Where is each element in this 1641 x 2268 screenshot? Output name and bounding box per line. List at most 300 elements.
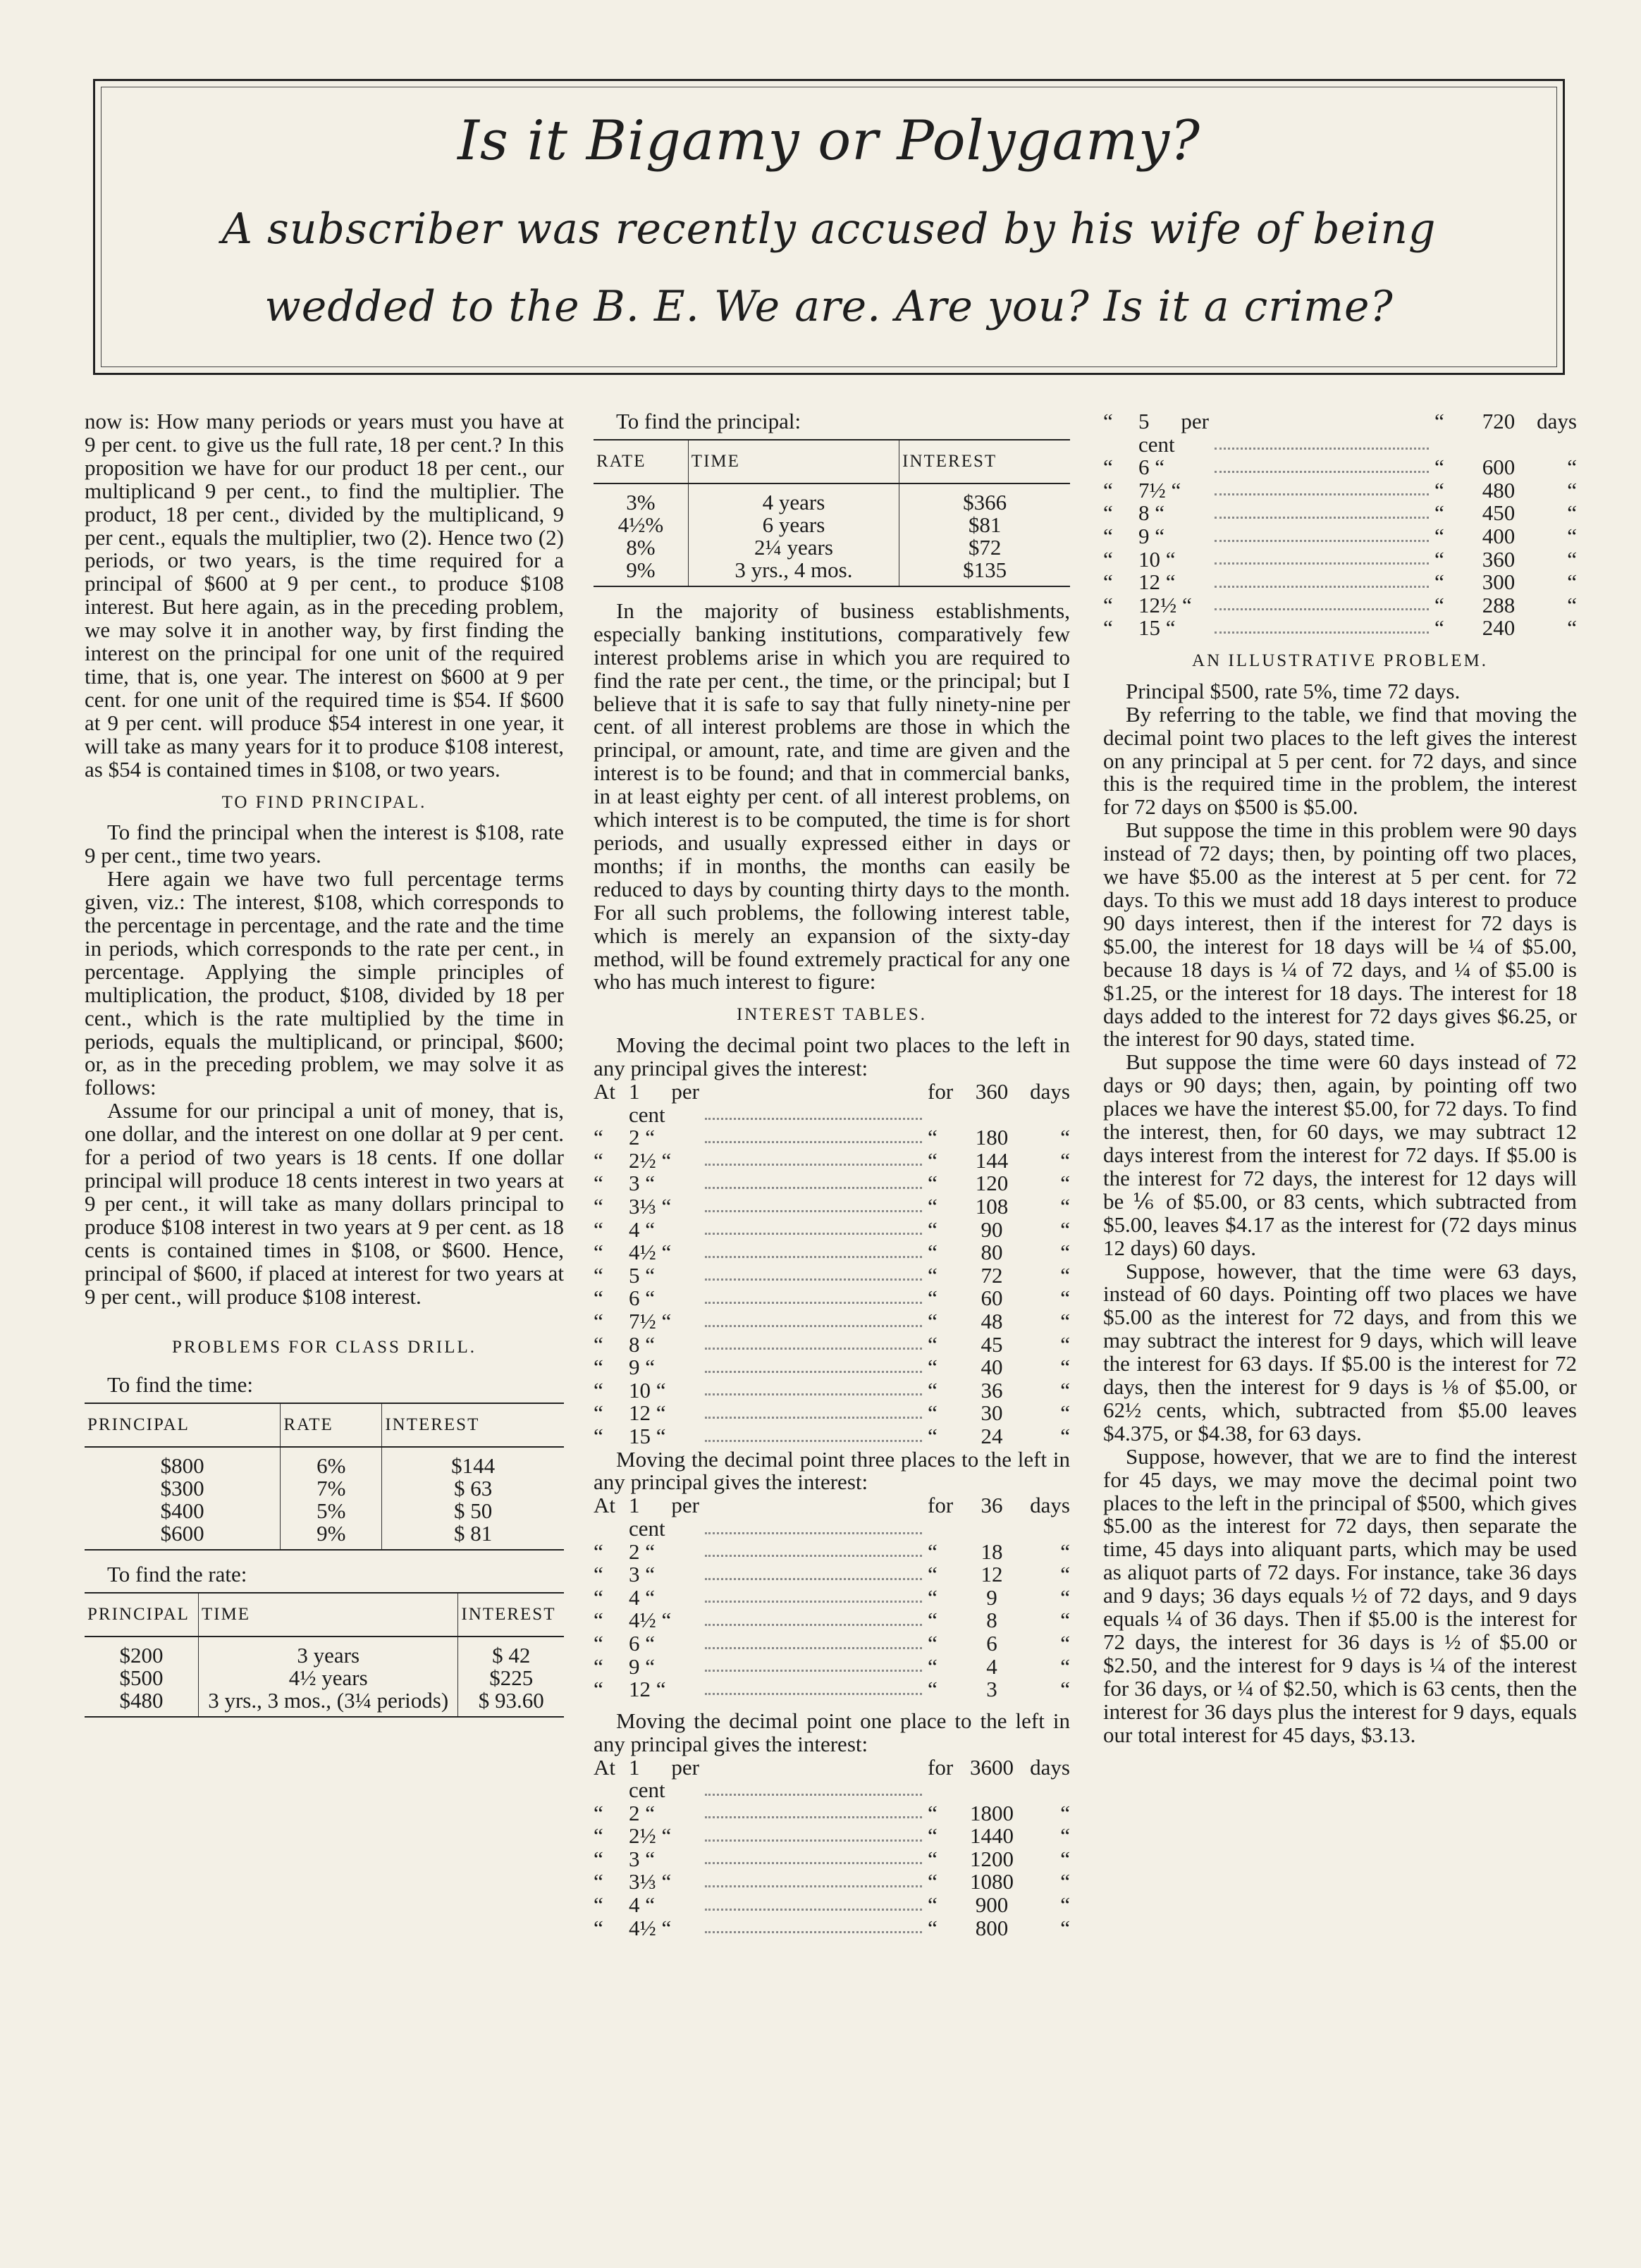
- cell: 400: [1482, 523, 1516, 548]
- cell: “: [928, 1562, 938, 1587]
- time-table: [85, 1403, 564, 1551]
- dot-leader: [1215, 456, 1429, 473]
- column-header: PRINCIPAL: [85, 1403, 281, 1447]
- cell: “: [1060, 1262, 1070, 1288]
- table-row: [594, 1333, 1070, 1357]
- cell: “: [1060, 1423, 1070, 1448]
- dot-leader: [705, 1287, 922, 1304]
- table-row: [1103, 479, 1577, 503]
- cell: “: [928, 1584, 938, 1610]
- cell: “: [594, 1677, 603, 1702]
- cell: “: [594, 1331, 603, 1357]
- cell: 15 “: [1138, 615, 1176, 641]
- cell: “: [1434, 409, 1444, 433]
- cell: “: [1060, 1892, 1070, 1918]
- cell: “: [928, 1171, 938, 1196]
- cell: “: [928, 1194, 938, 1219]
- cell: “: [1567, 500, 1577, 526]
- cell: “: [594, 1846, 603, 1871]
- table-row: [594, 1802, 1070, 1825]
- dot-leader: [705, 1563, 922, 1580]
- cell: “: [1567, 592, 1577, 617]
- cell: “: [594, 1377, 603, 1403]
- cell: “: [1060, 1677, 1070, 1702]
- paragraph: Suppose, however, that the time were 63 days, instead of 60 days. Pointing off two places we have $5.00 as the interest for 72 days, and from this we may subtract the interest for 9 days, which will leave the interest for 63 days. If $5.00 is the interest for 72 days, then the interest for 9 days is ⅛ of $5.00, or 62½ cents, which, subtracted from $5.00 leaves $4.375, or $4.38, for 63 days.: [1103, 1258, 1577, 1446]
- cell: 6: [986, 1630, 997, 1656]
- cell: “: [928, 1377, 938, 1403]
- cell: “: [1060, 1125, 1070, 1150]
- cell: “: [1060, 1331, 1070, 1357]
- cell: “: [1060, 1308, 1070, 1333]
- table-row: [594, 1287, 1070, 1310]
- cell: 288: [1482, 592, 1516, 617]
- cell: 3 yrs., 4 mos.: [688, 559, 899, 586]
- table-row: [594, 1563, 1070, 1586]
- cell: 120: [975, 1171, 1009, 1196]
- dot-leader: [705, 1172, 922, 1189]
- dot-leader: [705, 1080, 922, 1120]
- cell: “: [594, 1125, 603, 1150]
- cell: 144: [975, 1147, 1009, 1173]
- cell: “: [928, 1800, 938, 1825]
- cell: “: [594, 1823, 603, 1849]
- table-row: [594, 1080, 1070, 1126]
- cell: $800: [160, 1453, 204, 1479]
- cell: At: [594, 1079, 615, 1104]
- cell: “: [1060, 1584, 1070, 1610]
- cell: 6 years: [688, 514, 899, 536]
- cell: “: [1434, 592, 1444, 617]
- dot-leader: [705, 1264, 922, 1281]
- cell: “: [928, 1823, 938, 1849]
- cell: 12 “: [629, 1677, 666, 1702]
- table-row: [85, 1447, 564, 1477]
- dot-leader: [705, 1333, 922, 1350]
- cell: 8 “: [629, 1331, 656, 1357]
- cell: “: [928, 1423, 938, 1448]
- cell: days: [1030, 1079, 1070, 1104]
- dot-leader: [705, 1356, 922, 1373]
- dot-leader: [705, 1126, 922, 1143]
- column-header: INTEREST: [382, 1403, 564, 1447]
- dot-leader: [1215, 594, 1429, 611]
- cell: “: [1103, 455, 1113, 480]
- table-row: [594, 559, 1070, 586]
- cell: 9%: [281, 1522, 382, 1550]
- cell: 4 “: [629, 1892, 656, 1918]
- column-header: RATE: [281, 1403, 382, 1447]
- cell: 60: [981, 1286, 1003, 1311]
- cell: “: [594, 1400, 603, 1426]
- cell: $500: [119, 1665, 164, 1691]
- cell: 1440: [970, 1823, 1014, 1849]
- paragraph: Principal $500, rate 5%, time 72 days.: [1126, 678, 1461, 703]
- cell: 240: [1482, 615, 1516, 641]
- cell: “: [594, 1915, 603, 1940]
- cell: “: [1103, 546, 1113, 572]
- table-row: [594, 1216, 1070, 1242]
- cell: “: [928, 1653, 938, 1679]
- cell: 180: [975, 1125, 1009, 1150]
- cell: “: [1567, 455, 1577, 480]
- table-row: [594, 1402, 1070, 1425]
- dot-leader: [705, 1825, 922, 1842]
- table-label: To find the principal:: [616, 409, 801, 433]
- cell: $81: [899, 514, 1070, 536]
- cell: “: [594, 1355, 603, 1380]
- cell: 48: [981, 1308, 1003, 1333]
- table-row: [594, 483, 1070, 514]
- cell: 7½ “: [629, 1308, 672, 1333]
- cell: “: [928, 1608, 938, 1633]
- cell: “: [1060, 1377, 1070, 1403]
- cell: “: [1060, 1653, 1070, 1679]
- cell: 6 “: [629, 1286, 656, 1311]
- dot-leader: [705, 1848, 922, 1865]
- paragraph: Suppose, however, that we are to find the interest for 45 days, we may move the decimal point two places to the left in the principal of $500, which gives $5.00 as the interest for 72 days, then separate the time, 45 days into aliquant parts, which may be used as aliquot parts of 72 days. For instance, take 36 days and 9 days; 36 days equals ½ of 72 days, and 9 days equals ¼ of 36 days. Then if $5.00 is the interest for 72 days, the interest for 36 days is ½ of $5.00 or $2.50, and the interest for 9 days is ¼ of the interest for 36 days, or ¼ of $2.50, which is 63 cents, then the interest for 36 days plus the interest for 9 days, equals our total interest for 45 days, $3.13.: [1103, 1443, 1577, 1747]
- cell: 360: [975, 1079, 1009, 1104]
- cell: $300: [160, 1476, 204, 1501]
- cell: $366: [899, 483, 1070, 514]
- table-row: [594, 1241, 1070, 1264]
- cell: “: [1060, 1562, 1070, 1587]
- cell: 1200: [970, 1846, 1014, 1871]
- cell: 3: [986, 1677, 997, 1702]
- cell: “: [928, 1630, 938, 1656]
- cell: 1 per cent: [629, 1754, 699, 1803]
- table-row: [594, 1172, 1070, 1195]
- cell: “: [928, 1331, 938, 1357]
- table-row: [85, 1522, 564, 1550]
- banner-headline: Is it Bigamy or Polygamy?: [457, 109, 1200, 173]
- dot-leader: [705, 1195, 922, 1212]
- cell: “: [928, 1240, 938, 1265]
- cell: $ 42: [458, 1637, 564, 1667]
- cell: 2 “: [629, 1125, 656, 1150]
- cell: “: [1060, 1216, 1070, 1242]
- cell: 5 “: [629, 1262, 656, 1288]
- table-row: [1103, 502, 1577, 525]
- cell: “: [1103, 592, 1113, 617]
- cell: 72: [981, 1262, 1003, 1288]
- dot-leader: [705, 1402, 922, 1419]
- cell: “: [1060, 1147, 1070, 1173]
- paragraph: now is: How many periods or years must you have at 9 per cent. to give us the full rate, 18 per cent.? In this proposition we have for our product 18 per cent., our multiplicand 9 per cent., to find the multiplier. The product, 18 per cent., divided by the multiplicand, 9 per cent., equals the multiplier, two (2). Hence two (2) periods, or two years, is the time required for a principal of $600 at 9 per cent., to produce $108 interest. But here again, as in the preceding problem, we may solve it in another way, by first finding the interest on the principal for one unit of the required time, that is, one year. The interest on $600 at 9 per cent. for one unit of the required time is $54. If $600 at 9 per cent. will produce $54 interest in one year, it will take as many years for it to produce $108 interest, as $54 is contained times in $108, or two years.: [85, 409, 564, 782]
- column-header: TIME: [688, 440, 899, 483]
- cell: days: [1030, 1493, 1070, 1518]
- column-header: RATE: [594, 440, 688, 483]
- dot-leader: [1215, 502, 1429, 519]
- cell: 2½ “: [629, 1823, 672, 1849]
- cell: “: [1103, 409, 1113, 433]
- cell: “: [928, 1147, 938, 1173]
- cell: “: [1434, 455, 1444, 480]
- cell: “: [1060, 1355, 1070, 1380]
- cell: “: [594, 1653, 603, 1679]
- cell: “: [1434, 523, 1444, 548]
- cell: 3600: [970, 1754, 1014, 1780]
- table-row: [594, 1848, 1070, 1871]
- dot-leader: [705, 1219, 922, 1235]
- dot-leader: [1215, 548, 1429, 565]
- cell: $72: [899, 536, 1070, 559]
- cell: “: [594, 1630, 603, 1656]
- cell: 360: [1482, 546, 1516, 572]
- paragraph: To find the principal when the interest is $108, rate 9 per cent., time two years.: [85, 820, 564, 868]
- cell: 45: [981, 1331, 1003, 1357]
- principal-table: [594, 439, 1070, 587]
- column-3: [1103, 410, 1577, 1747]
- cell: 5 per cent: [1138, 409, 1209, 457]
- cell: 7%: [281, 1477, 382, 1500]
- cell: 15 “: [629, 1423, 666, 1448]
- table-row: [85, 1477, 564, 1500]
- table-row: [594, 1379, 1070, 1403]
- table-row: [594, 514, 1070, 536]
- table-row: [594, 1756, 1070, 1802]
- cell: “: [1567, 546, 1577, 572]
- cell: 1 per cent: [629, 1079, 699, 1127]
- interest-table-two-places: [594, 1080, 1070, 1448]
- table-row: [85, 1637, 564, 1667]
- table-row: [85, 1667, 564, 1689]
- cell: 6 “: [629, 1630, 656, 1656]
- cell: “: [928, 1262, 938, 1288]
- cell: 12½ “: [1138, 592, 1192, 617]
- table-row: [594, 1871, 1070, 1894]
- table-label: To find the rate:: [107, 1562, 247, 1587]
- cell: 4: [986, 1653, 997, 1679]
- cell: 3⅓ “: [629, 1869, 672, 1894]
- cell: for: [928, 1754, 954, 1780]
- table-row: [594, 1586, 1070, 1610]
- cell: “: [1103, 615, 1113, 641]
- banner-line-3: wedded to the B. E. We are. Are you? Is it a crime?: [264, 282, 1394, 331]
- cell: 10 “: [1138, 546, 1176, 572]
- dot-leader: [705, 1609, 922, 1626]
- cell: days: [1030, 1754, 1070, 1780]
- cell: “: [1060, 1846, 1070, 1871]
- cell: “: [928, 1286, 938, 1311]
- dot-leader: [705, 1425, 922, 1442]
- table-row: [594, 536, 1070, 559]
- cell: “: [928, 1846, 938, 1871]
- cell: “: [1060, 1400, 1070, 1426]
- cell: “: [1060, 1539, 1070, 1564]
- cell: 9 “: [629, 1355, 656, 1380]
- interest-table-one-place: [594, 1756, 1070, 1940]
- cell: “: [1434, 569, 1444, 595]
- cell: $135: [899, 559, 1070, 586]
- cell: 3 years: [198, 1637, 457, 1667]
- cell: “: [1060, 1630, 1070, 1656]
- cell: 4 “: [629, 1216, 656, 1242]
- cell: 18: [981, 1539, 1003, 1564]
- column-header: TIME: [198, 1593, 457, 1637]
- cell: “: [1103, 477, 1113, 503]
- cell: 9: [986, 1584, 997, 1610]
- cell: “: [928, 1892, 938, 1918]
- table-row: [594, 1425, 1070, 1448]
- cell: 3 “: [629, 1846, 656, 1871]
- cell: 12 “: [1138, 569, 1176, 595]
- table-row: [1103, 617, 1577, 640]
- cell: 8 “: [1138, 500, 1165, 526]
- column-header: INTEREST: [458, 1593, 564, 1637]
- paragraph: But suppose the time were 60 days instead of 72 days or 90 days; then, again, by pointing off two places we have the interest $5.00, for 72 days. To find the interest, then, for 60 days, we may subtract 12 days interest from the interest for 72 days. If $5.00 is the interest for 72 days, the interest for 12 days will be ⅙ of $5.00, or 83 cents, which subtracted from $5.00, leaves $4.17 as the interest for (72 days minus 12 days) 60 days.: [1103, 1049, 1577, 1260]
- cell: 480: [1482, 477, 1516, 503]
- dot-leader: [705, 1871, 922, 1887]
- cell: $ 50: [382, 1500, 564, 1522]
- table-row: [85, 1500, 564, 1522]
- cell: 36: [981, 1493, 1003, 1518]
- table-row: [594, 1126, 1070, 1150]
- cell: 4½%: [617, 512, 664, 537]
- cell: “: [928, 1216, 938, 1242]
- cell: “: [594, 1800, 603, 1825]
- cell: 3 yrs., 3 mos., (3¼ periods): [198, 1689, 457, 1717]
- cell: 3⅓ “: [629, 1194, 672, 1219]
- section-heading: PROBLEMS FOR CLASS DRILL.: [171, 1338, 477, 1357]
- cell: “: [1434, 615, 1444, 641]
- cell: At: [594, 1754, 615, 1780]
- cell: 3 “: [629, 1562, 656, 1587]
- cell: “: [1060, 1800, 1070, 1825]
- cell: 6%: [281, 1447, 382, 1477]
- cell: “: [1060, 1194, 1070, 1219]
- cell: 2 “: [629, 1539, 656, 1564]
- cell: “: [928, 1539, 938, 1564]
- dot-leader: [1215, 410, 1429, 450]
- dot-leader: [1215, 571, 1429, 588]
- cell: 4½ “: [629, 1240, 672, 1265]
- cell: “: [594, 1584, 603, 1610]
- cell: 8: [986, 1608, 997, 1633]
- cell: 9 “: [629, 1653, 656, 1679]
- cell: “: [594, 1262, 603, 1288]
- cell: 4½ “: [629, 1608, 672, 1633]
- cell: for: [928, 1079, 954, 1104]
- cell: “: [594, 1194, 603, 1219]
- cell: “: [1434, 546, 1444, 572]
- cell: “: [928, 1869, 938, 1894]
- cell: $225: [458, 1667, 564, 1689]
- cell: $ 93.60: [458, 1689, 564, 1717]
- cell: for: [928, 1493, 954, 1518]
- cell: “: [1060, 1286, 1070, 1311]
- dot-leader: [705, 1586, 922, 1603]
- cell: 7½ “: [1138, 477, 1181, 503]
- cell: 4 years: [688, 483, 899, 514]
- cell: “: [1060, 1869, 1070, 1894]
- table-row: [1103, 456, 1577, 479]
- table-row: [1103, 525, 1577, 548]
- cell: days: [1537, 409, 1577, 433]
- column-header: PRINCIPAL: [85, 1593, 198, 1637]
- table-row: [1103, 410, 1577, 456]
- dot-leader: [705, 1150, 922, 1166]
- cell: 24: [981, 1423, 1003, 1448]
- cell: “: [928, 1355, 938, 1380]
- paragraph: Moving the decimal point one place to the left in any principal gives the interest:: [594, 1708, 1070, 1756]
- dot-leader: [1215, 479, 1429, 496]
- banner-line-2: A subscriber was recently accused by his wife of being: [221, 204, 1437, 254]
- cell: $480: [85, 1689, 198, 1717]
- cell: 4 “: [629, 1584, 656, 1610]
- cell: 12 “: [629, 1400, 666, 1426]
- cell: 5%: [281, 1500, 382, 1522]
- section-heading: TO FIND PRINCIPAL.: [221, 792, 427, 812]
- cell: 3%: [626, 489, 656, 514]
- cell: “: [1434, 477, 1444, 503]
- cell: 80: [981, 1240, 1003, 1265]
- cell: 4½ years: [198, 1667, 457, 1689]
- cell: “: [1060, 1171, 1070, 1196]
- section-heading: INTEREST TABLES.: [736, 1005, 928, 1025]
- cell: “: [594, 1562, 603, 1587]
- interest-table-one-place-continued: [1103, 410, 1577, 640]
- cell: “: [928, 1400, 938, 1426]
- table-row: [594, 1147, 1070, 1173]
- cell: 10 “: [629, 1377, 666, 1403]
- cell: 720: [1482, 409, 1516, 433]
- dot-leader: [705, 1802, 922, 1819]
- cell: “: [594, 1608, 603, 1633]
- cell: “: [594, 1423, 603, 1448]
- cell: 2¼ years: [688, 536, 899, 559]
- cell: “: [928, 1677, 938, 1702]
- cell: “: [1060, 1915, 1070, 1940]
- cell: “: [1567, 569, 1577, 595]
- paragraph: By referring to the table, we find that moving the decimal point two places to the left gives the interest on any principal at 5 per cent. for 72 days, and since this is the required time in the problem, the interest for 72 days on $500 is $5.00.: [1103, 701, 1577, 820]
- cell: 40: [981, 1355, 1003, 1380]
- cell: At: [594, 1493, 615, 1518]
- table-row: [594, 1541, 1070, 1564]
- cell: “: [594, 1171, 603, 1196]
- dot-leader: [705, 1379, 922, 1396]
- cell: 800: [975, 1915, 1009, 1940]
- rate-table: [85, 1592, 564, 1718]
- cell: $400: [160, 1498, 204, 1524]
- cell: “: [928, 1308, 938, 1333]
- dot-leader: [705, 1894, 922, 1911]
- cell: $144: [382, 1447, 564, 1477]
- cell: “: [1103, 500, 1113, 526]
- cell: “: [1060, 1240, 1070, 1265]
- column-header: INTEREST: [899, 440, 1070, 483]
- cell: 1 per cent: [629, 1493, 699, 1541]
- table-row: [594, 1310, 1070, 1333]
- cell: $600: [85, 1522, 281, 1550]
- table-row: [594, 1494, 1070, 1540]
- cell: 2½ “: [629, 1147, 672, 1173]
- cell: “: [1567, 615, 1577, 641]
- paragraph: Here again we have two full percentage terms given, viz.: The interest, $108, which corresponds to the percentage in percentage, and the rate and the time in periods, which corresponds to the rate per cent., in percentage. Applying the simple principles of multiplication, the product, $108, divided by 18 per cent., which is the rate multiplied by the time in periods, equals the multiplicand, or principal, $600; or, as in the preceding problem, we may solve it as follows:: [85, 866, 564, 1100]
- paragraph: Moving the decimal point two places to the left in any principal gives the interest:: [594, 1033, 1070, 1081]
- dot-leader: [705, 1310, 922, 1327]
- cell: “: [594, 1892, 603, 1918]
- table-row: [594, 1632, 1070, 1656]
- table-row: [594, 1894, 1070, 1917]
- paragraph: Moving the decimal point three places to the left in any principal gives the interest:: [594, 1446, 1070, 1495]
- table-row: [594, 1825, 1070, 1848]
- cell: “: [1103, 569, 1113, 595]
- cell: “: [928, 1915, 938, 1940]
- cell: “: [594, 1147, 603, 1173]
- cell: 3 “: [629, 1171, 656, 1196]
- cell: 1080: [970, 1869, 1014, 1894]
- cell: “: [594, 1308, 603, 1333]
